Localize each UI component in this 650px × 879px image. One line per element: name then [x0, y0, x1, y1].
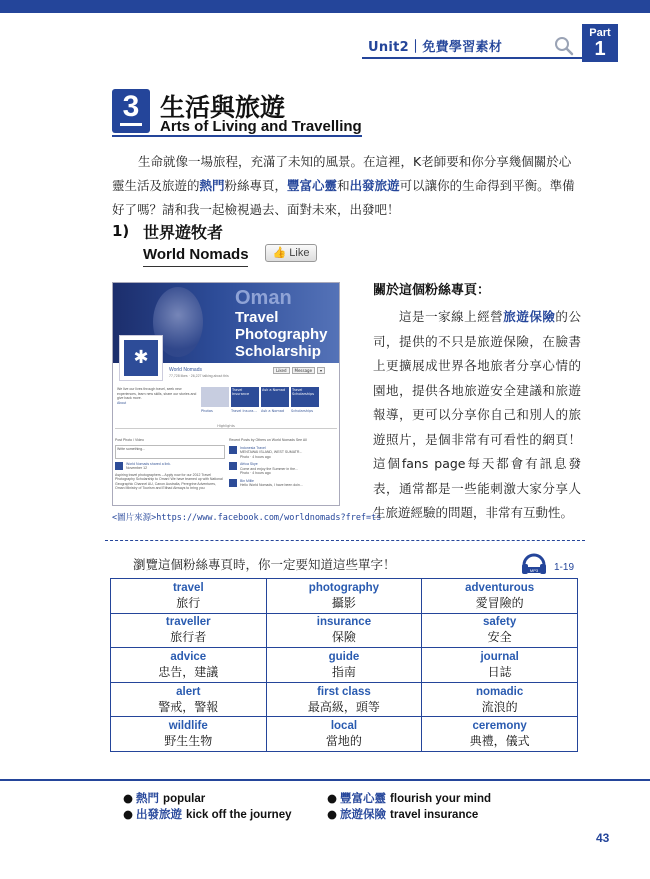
section-title: 生活與旅遊 — [160, 93, 286, 122]
fb-post-author: World Nomads shared a link. — [126, 461, 171, 466]
note-gloss: popular — [163, 793, 206, 805]
fb-recent-text: Hello World Nomads, I have been doin... — [240, 483, 303, 487]
fb-composer-tabs: Post Photo / Video — [115, 438, 144, 442]
fb-page-stats: 77,728 likes · 26,227 talking about this — [169, 374, 229, 378]
vocab-en: photography — [308, 581, 380, 594]
audio-track-number: 1-19 — [554, 562, 575, 573]
section-number: 3 — [112, 89, 150, 133]
table-row — [111, 579, 578, 614]
vocab-cell — [111, 717, 267, 752]
fb-recent-avatar — [229, 462, 237, 470]
fb-timeline-right — [229, 438, 337, 488]
fb-timeline-left — [115, 438, 225, 491]
top-color-bar — [0, 0, 650, 13]
nomad-figure-icon: ✱ — [124, 340, 158, 376]
fb-recent-name: Indonesia Travel — [240, 445, 266, 450]
footer-divider — [0, 779, 650, 781]
intro-paragraph — [112, 150, 582, 222]
section-underline — [112, 135, 362, 137]
vocab-zh: 指南 — [331, 664, 356, 679]
fb-tile-scholarships: Travel Scholarships — [291, 387, 319, 407]
vocab-en: travel — [172, 581, 204, 594]
subsection-title-en: World Nomads — [143, 246, 249, 263]
fb-tile-label: Travel Insura... — [231, 409, 257, 413]
fb-post-date: November 12 — [126, 466, 148, 470]
fb-recent-avatar — [229, 479, 237, 487]
note-gloss: travel insurance — [390, 809, 479, 821]
subsection-number: 1) — [112, 222, 130, 240]
bullet-icon: ● — [123, 807, 134, 821]
table-row — [111, 648, 578, 683]
vocab-cell — [422, 682, 578, 717]
vocab-cell — [266, 682, 422, 717]
fb-recent-meta: Photo · 4 hours ago — [240, 454, 271, 459]
vocab-zh: 流浪的 — [481, 699, 518, 714]
fb-page-name: World Nomads — [169, 367, 202, 373]
intro-text: 和 — [337, 178, 350, 193]
notes-left — [123, 791, 291, 823]
vocab-en: alert — [176, 685, 201, 698]
vocab-zh: 最高級，頭等 — [307, 699, 380, 714]
vocab-en: adventurous — [465, 581, 535, 594]
subsection-title-zh: 世界遊牧者 — [143, 223, 224, 242]
vocab-cell — [266, 648, 422, 683]
fb-recent-text: MENTAWAI ISLAND, WEST SUMATR... — [240, 450, 303, 454]
fb-recent-post — [229, 479, 337, 488]
fb-action-buttons — [273, 367, 327, 374]
bullet-icon: ● — [327, 791, 338, 805]
vocab-cell — [111, 613, 267, 648]
part-number: 1 — [594, 38, 606, 60]
vocab-en: safety — [483, 616, 517, 629]
vocab-cell — [111, 682, 267, 717]
vocab-zh: 保險 — [331, 630, 356, 645]
intro-text: 粉絲專頁， — [224, 178, 288, 193]
vocab-en: advice — [170, 650, 207, 663]
intro-text: 可以讓你的生命得到平衡。準備好了嗎？請和我一起檢視過去、面對未來，出發吧！ — [112, 178, 575, 217]
about-title: 關於這個粉絲專頁： — [373, 283, 491, 298]
vocab-intro: 瀏覽這個粉絲專頁時，你一定要知道這些單字！ — [133, 557, 396, 572]
vocab-zh: 愛冒險的 — [475, 595, 524, 610]
note-gloss: kick off the journey — [186, 809, 292, 821]
headphones-icon — [519, 548, 549, 578]
fb-tile-label: Scholarships — [291, 409, 314, 413]
vocab-cell — [422, 648, 578, 683]
note-term: 旅遊保險 — [340, 807, 387, 821]
fb-tile-ask: Ask a Nomad — [261, 387, 289, 407]
facebook-page-screenshot — [112, 282, 340, 506]
subsection-underline — [143, 266, 248, 267]
bullet-icon: ● — [327, 807, 338, 821]
vocab-zh: 野生生物 — [164, 734, 213, 749]
fb-recent-header: Recent Posts by Others on World Nomads See All — [229, 438, 307, 442]
fb-post-text: Aspiring travel photographers – Apply now for our 2012 Travel Photography Scholarship to Oman! We have teamed up with National Geographic Channel AU, Canon Australia, Peregrine Adventures, Oman Ministry of Tourism and Etihad Airways to bring you — [115, 472, 223, 490]
fb-post-avatar — [115, 462, 123, 470]
vocab-zh: 日誌 — [487, 664, 512, 679]
fb-post — [115, 462, 225, 471]
intro-text: 生命就像一場旅程，充滿了未知的風景。在這裡，K老師要和你分享幾個關於心靈生活及旅遊的 — [112, 154, 572, 193]
fb-message-button: Message — [292, 367, 316, 374]
vocab-cell — [422, 717, 578, 752]
page-logo — [119, 335, 163, 381]
part-badge — [582, 24, 618, 62]
vocab-zh: 忠告，建議 — [158, 664, 219, 679]
note-item — [123, 807, 291, 823]
vocab-cell — [111, 579, 267, 614]
note-item — [123, 791, 291, 807]
fb-recent-avatar — [229, 446, 237, 454]
vocab-cell — [111, 648, 267, 683]
fb-photos-label: Photos — [201, 409, 213, 413]
like-label: Like — [289, 247, 310, 259]
vocab-zh: 攝影 — [331, 595, 356, 610]
vocab-zh: 典禮，儀式 — [469, 734, 530, 749]
svg-text:MP3: MP3 — [529, 568, 539, 573]
fb-about-text — [117, 387, 197, 405]
table-row — [111, 613, 578, 648]
about-text: 的公司，提供的不只是旅遊保險，在臉書上更擴展成世界各地旅者分享心情的園地，提供各地旅遊安全建議和旅遊報導，更可以分享你自己和別人的旅遊照片，是個非常有可看性的網頁！這個fans page每天都會有訊息發表，通常都是一些能刺激大家分享人生旅遊經驗的問題，非常有互動性。 — [373, 309, 581, 520]
vocab-en: journal — [480, 650, 519, 663]
dashed-divider — [105, 540, 585, 541]
vocab-en: nomadic — [475, 685, 524, 698]
vocab-zh: 當地的 — [325, 734, 362, 749]
fb-about-body: We live our lives through travel, seek new experiences, learn new skills, share our stories and give back more. — [117, 387, 197, 400]
bullet-icon: ● — [123, 791, 134, 805]
fb-recent-meta: Photo · 4 hours ago — [240, 471, 271, 475]
vocab-table — [110, 578, 578, 752]
vocab-cell — [266, 717, 422, 752]
fb-about-link: About — [117, 400, 127, 405]
vocab-zh: 警戒，警報 — [158, 699, 219, 714]
fb-liked-button: Liked — [273, 367, 290, 374]
fb-photos-tile — [201, 387, 229, 407]
about-paragraph — [373, 305, 581, 526]
cover-word: Oman — [235, 287, 292, 309]
vocab-en: local — [330, 720, 358, 733]
vocab-en: insurance — [316, 616, 372, 629]
intro-highlight-popular: 熱門 — [199, 178, 225, 193]
about-text: 這是一家線上經營 — [399, 309, 504, 324]
part-label: Part — [589, 27, 611, 39]
fb-recent-post — [229, 446, 337, 460]
about-highlight-insurance: 旅遊保險 — [503, 309, 556, 324]
intro-highlight-mind: 豐富心靈 — [287, 178, 338, 193]
unit-underline — [362, 57, 590, 59]
vocab-cell — [266, 579, 422, 614]
like-button[interactable] — [265, 244, 317, 262]
note-gloss: flourish your mind — [390, 793, 491, 805]
table-row — [111, 717, 578, 752]
thumbs-up-icon: 👍 — [272, 247, 287, 259]
fb-recent-post — [229, 462, 337, 476]
intro-highlight-journey: 出發旅遊 — [349, 178, 400, 193]
note-term: 出發旅遊 — [136, 807, 183, 821]
image-source-caption: <圖片來源>https://www.facebook.com/worldnomads?fref=ts — [112, 513, 382, 523]
cover-title: Travel Photography Scholarship — [235, 309, 328, 360]
section-subtitle: Arts of Living and Travelling — [160, 118, 362, 135]
vocab-en: traveller — [165, 616, 211, 629]
search-icon — [554, 36, 574, 56]
fb-tile-insurance: Travel Insurance — [231, 387, 259, 407]
vocab-en: ceremony — [472, 720, 527, 733]
vocab-en: wildlife — [168, 720, 208, 733]
fb-tile-label: Ask a Nomad — [261, 409, 285, 413]
fb-recent-name: Bin Millie — [240, 478, 255, 483]
fb-recent-name: Africa Skye — [240, 462, 258, 466]
note-term: 熱門 — [136, 791, 160, 805]
page-number: 43 — [596, 831, 610, 845]
vocab-cell — [266, 613, 422, 648]
fb-recent-text: Come and enjoy the Summer in the... — [240, 466, 298, 471]
vocab-zh: 安全 — [487, 630, 512, 645]
vocab-en: first class — [317, 685, 371, 698]
notes-right — [327, 791, 491, 823]
vocab-zh: 旅行者 — [170, 630, 207, 645]
vocab-zh: 旅行 — [176, 595, 201, 610]
unit-label: Unit2｜免費學習素材 — [368, 40, 503, 55]
vocab-cell — [422, 613, 578, 648]
vocab-en: guide — [328, 650, 360, 663]
fb-composer-input: Write something... — [115, 445, 225, 459]
vocab-cell — [422, 579, 578, 614]
note-term: 豐富心靈 — [340, 791, 387, 805]
fb-more-button: ▾ — [317, 367, 325, 374]
table-row — [111, 682, 578, 717]
note-item — [327, 791, 491, 807]
note-item — [327, 807, 491, 823]
fb-highlights-divider: Highlights — [115, 424, 337, 429]
